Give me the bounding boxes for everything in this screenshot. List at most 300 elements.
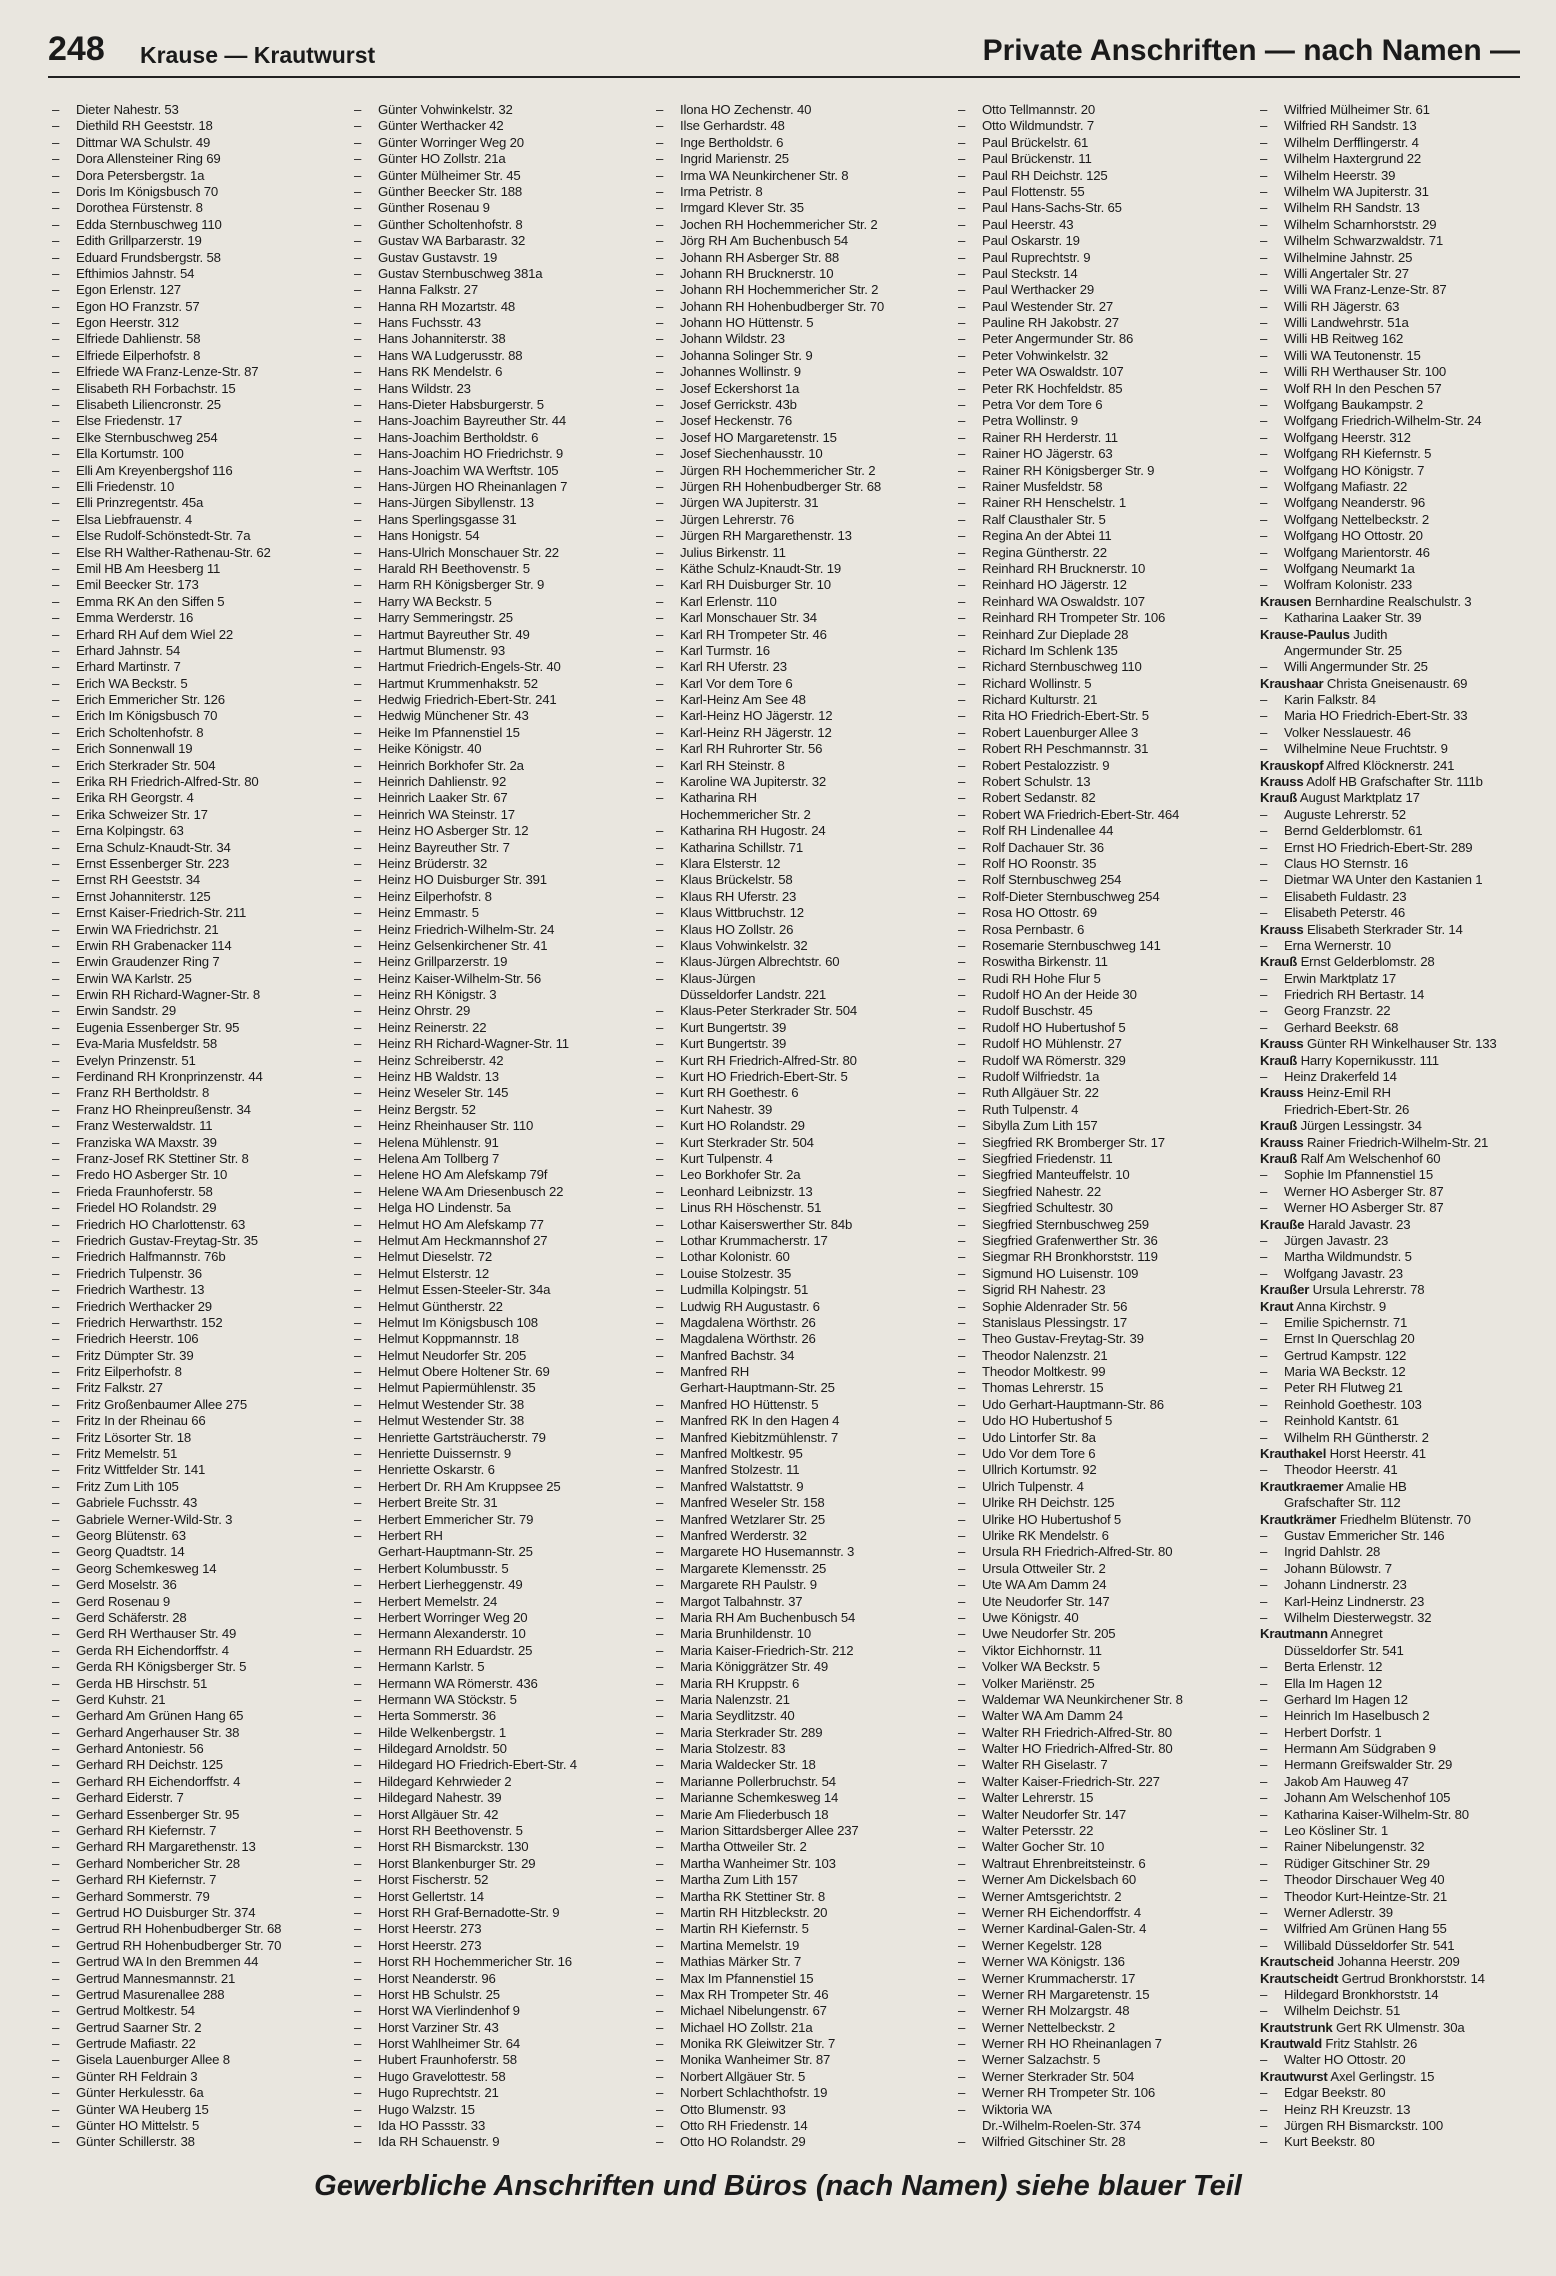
entry-text: Jürgen RH Margarethenstr. 13 [680,528,852,544]
entry-text: Rudolf Wilfriedstr. 1a [982,1069,1100,1085]
entry-dash: – [354,1773,362,1789]
entry-text: Maria Waldecker Str. 18 [680,1757,816,1773]
directory-entry [958,446,1248,462]
entry-text: Erwin Graudenzer Ring 7 [76,954,220,970]
entry-text: Viktor Eichhornstr. 11 [982,1642,1102,1658]
entry-text: Manfred RH [680,1364,750,1380]
directory-entry [52,397,342,413]
entry-text: Max Im Pfannenstiel 15 [680,1970,814,1986]
entry-text: Walter Neudorfer Str. 147 [982,1806,1127,1822]
entry-dash: – [1260,167,1268,183]
entry-text: Hans Sperlingsgasse 31 [378,511,517,527]
directory-entry [52,1856,342,1872]
entry-text: Robert WA Friedrich-Ebert-Str. 464 [982,806,1180,822]
entry-dash: – [958,167,966,183]
directory-entry [958,512,1248,528]
directory-entry [1260,1348,1516,1364]
entry-dash: – [1260,1691,1268,1707]
entry-text: Erich Im Königsbusch 70 [76,708,218,724]
directory-entry [656,315,946,331]
directory-entry [958,1594,1248,1610]
entry-dash: – [52,1232,60,1248]
entry-dash: – [354,347,362,363]
directory-column [1260,102,1516,2148]
entry-dash: – [52,1003,60,1019]
directory-entry [656,168,946,184]
entry-dash: – [958,610,966,626]
entry-text: Katharina Kaiser-Wilhelm-Str. 80 [1284,1806,1469,1822]
entry-text: Gerhard Sommerstr. 79 [76,1888,210,1904]
surname-heading: Krautkrämer [1260,1511,1337,1527]
entry-dash: – [52,823,60,839]
entry-text: Hartmut Friedrich-Engels-Str. 40 [378,659,561,675]
entry-text: Jörg RH Am Buchenbusch 54 [680,233,848,249]
entry-dash: – [656,1527,664,1543]
entry-dash: – [1260,2003,1268,2019]
directory-entry [354,594,644,610]
entry-dash: – [52,724,60,740]
entry-text: Manfred Weseler Str. 158 [680,1495,825,1511]
directory-entry [958,168,1248,184]
entry-dash: – [354,397,362,413]
entry-dash: – [1260,1724,1268,1740]
entry-text: Leo Kösliner Str. 1 [1284,1823,1388,1839]
entry-text: Wolfgang Friedrich-Wilhelm-Str. 24 [1284,413,1482,429]
directory-entry [52,184,342,200]
directory-entry [656,561,946,577]
entry-text: Maria HO Friedrich-Ebert-Str. 33 [1284,708,1468,724]
directory-entry [354,1495,644,1511]
directory-entry [656,741,946,757]
entry-dash: – [354,511,362,527]
entry-dash: – [354,1282,362,1298]
entry-text: Hermann Am Südgraben 9 [1284,1741,1436,1757]
entry-dash: – [354,626,362,642]
directory-entry [1260,938,1516,954]
directory-entry [958,233,1248,249]
entry-dash: – [52,1347,60,1363]
entry-text: Heinz Eilperhofstr. 8 [378,888,492,904]
entry-text: Manfred Moltkestr. 95 [680,1446,803,1462]
directory-entry [958,364,1248,380]
entry-text: Günter WA Heuberg 15 [76,2101,209,2117]
entry-text: Johann Am Welschenhof 105 [1284,1790,1451,1806]
entry-dash: – [656,1659,664,1675]
directory-entry [958,1921,1248,1937]
directory-entry [1260,1676,1516,1692]
directory-entry [656,905,946,921]
directory-entry [958,1266,1248,1282]
entry-dash: – [52,1970,60,1986]
directory-entry [354,659,644,675]
entry-text: Werner RH Molzargstr. 48 [982,2003,1130,2019]
entry-dash: – [1260,233,1268,249]
entry-dash: – [656,1773,664,1789]
entry-text: Ruth Tulpenstr. 4 [982,1101,1079,1117]
surname-heading: Krautscheid [1260,1954,1335,1970]
directory-entry [52,1446,342,1462]
entry-dash: – [958,183,966,199]
directory-entry [52,1331,342,1347]
entry-text: Heinz Friedrich-Wilhelm-Str. 24 [378,921,555,937]
directory-entry [52,971,342,987]
surname-heading: Krause-Paulus [1260,626,1350,642]
directory-entry [52,102,342,118]
directory-entry [958,1397,1248,1413]
entry-dash: – [354,806,362,822]
entry-text: Hans-Jürgen HO Rheinanlagen 7 [378,478,568,494]
directory-entry [958,1380,1248,1396]
directory-entry [656,200,946,216]
entry-text: Rüdiger Gitschiner Str. 29 [1284,1855,1430,1871]
entry-dash: – [958,806,966,822]
entry-dash: – [354,1675,362,1691]
entry-dash: – [656,1790,664,1806]
surname-heading: Krautkraemer [1260,1478,1344,1494]
entry-text: Rainer Musfeldstr. 58 [982,478,1103,494]
entry-dash: – [354,1511,362,1527]
entry-text: Johann HO Hüttenstr. 5 [680,315,814,331]
directory-entry [1260,1872,1516,1888]
directory-entry [354,1233,644,1249]
entry-dash: – [958,1446,966,1462]
entry-text: Friedel HO Rolandstr. 29 [76,1200,217,1216]
directory-entry [1260,200,1516,216]
directory-entry [1260,643,1516,659]
directory-entry [656,1167,946,1183]
directory-entry [1260,577,1516,593]
directory-entry [958,987,1248,1003]
directory-entry [52,446,342,462]
entry-text: Wilhelm Schwarzwaldstr. 71 [1284,233,1443,249]
entry-dash: – [656,757,664,773]
entry-text: Peter WA Oswaldstr. 107 [982,364,1124,380]
entry-dash: – [52,790,60,806]
entry-dash: – [1260,1790,1268,1806]
entry-text: Werner HO Asberger Str. 87 [1284,1183,1444,1199]
entry-text: Inge Bertholdstr. 6 [680,134,784,150]
entry-text: Karl-Heinz Am See 48 [680,692,806,708]
entry-text: Helmut Am Heckmannshof 27 [378,1232,548,1248]
directory-entry [656,1856,946,1872]
entry-text: Gerd Rosenau 9 [76,1593,170,1609]
directory-entry: Kraushaar Christa Gneisenaustr. 69 [1260,675,1468,691]
entry-text: Gerhard Im Hagen 12 [1284,1691,1408,1707]
directory-entry [958,1348,1248,1364]
entry-text: Harry Semmeringstr. 25 [378,610,513,626]
entry-text: Manfred Walstattstr. 9 [680,1478,804,1494]
directory-entry [656,1905,946,1921]
directory-entry [52,1233,342,1249]
directory-entry [1260,2052,1516,2068]
entry-dash: – [958,380,966,396]
entry-text: Harm RH Königsberger Str. 9 [378,577,545,593]
entry-text: Rainer RH Herderstr. 11 [982,429,1118,445]
entry-dash: – [958,331,966,347]
entry-text: Magdalena Wörthstr. 26 [680,1331,816,1347]
directory-entry [52,1348,342,1364]
directory-entry [1260,1249,1516,1265]
entry-dash: – [52,183,60,199]
entry-text: Martina Memelstr. 19 [680,1937,800,1953]
entry-dash: – [958,839,966,855]
directory-entry [354,315,644,331]
entry-dash: – [52,1511,60,1527]
entry-text: Siegfried Schultestr. 30 [982,1200,1113,1216]
directory-entry [52,1971,342,1987]
entry-dash: – [958,1904,966,1920]
directory-entry [1260,1413,1516,1429]
entry-dash: – [354,970,362,986]
entry-text: Rosa Pernbastr. 6 [982,921,1085,937]
entry-dash: – [52,134,60,150]
entry-text: Maria Stolzestr. 83 [680,1741,786,1757]
entry-dash: – [656,921,664,937]
entry-text: Manfred RK In den Hagen 4 [680,1413,840,1429]
entry-dash: – [958,1495,966,1511]
directory-entry [1260,1708,1516,1724]
directory-entry [354,1299,644,1315]
directory-entry [656,659,946,675]
entry-text: Otto Tellmannstr. 20 [982,102,1096,117]
entry-text: Peter Vohwinkelstr. 32 [982,347,1109,363]
directory-entry [958,774,1248,790]
directory-entry [958,1610,1248,1626]
directory-entry: Krauß Harry Kopernikusstr. 111 [1260,1052,1439,1068]
directory-entry [656,1217,946,1233]
entry-dash: – [354,1904,362,1920]
entry-dash: – [1260,2052,1268,2068]
directory-entry [1260,856,1516,872]
directory-entry [1260,1757,1516,1773]
entry-text: Jürgen Lehrerstr. 76 [680,511,795,527]
entry-dash: – [958,1708,966,1724]
directory-entry [354,725,644,741]
entry-text: Friedrich Werthacker 29 [76,1298,212,1314]
directory-entry [354,856,644,872]
entry-text: Heinz RH Königstr. 3 [378,987,497,1003]
entry-dash: – [354,1134,362,1150]
directory-entry [958,200,1248,216]
directory-entry [656,233,946,249]
entry-text: Herbert Breite Str. 31 [378,1495,498,1511]
directory-entry [656,184,946,200]
entry-text: Hans Johanniterstr. 38 [378,331,506,347]
entry-dash: – [354,1085,362,1101]
directory-entry [52,1823,342,1839]
entry-dash: – [1260,478,1268,494]
entry-text: Erwin WA Karlstr. 25 [76,970,192,986]
entry-dash: – [354,462,362,478]
entry-text: Werner RH Margaretenstr. 15 [982,1986,1150,2002]
entry-text: Uwe Neudorfer Str. 205 [982,1626,1116,1642]
entry-dash: – [354,1642,362,1658]
entry-dash: – [354,183,362,199]
directory-entry [52,266,342,282]
entry-dash: – [958,741,966,757]
directory-entry [656,1626,946,1642]
entry-dash: – [1260,1380,1268,1396]
entry-text: Harald RH Beethovenstr. 5 [378,560,530,576]
directory-entry [52,2036,342,2052]
directory-entry [1260,1495,1516,1511]
entry-dash: – [354,1003,362,1019]
entry-text: Wilfried Am Grünen Hang 55 [1284,1921,1447,1937]
entry-dash: – [52,429,60,445]
directory-entry [958,561,1248,577]
entry-dash: – [1260,1839,1268,1855]
directory-entry [52,856,342,872]
entry-dash: – [958,1511,966,1527]
entry-text: Werner Amtsgerichtstr. 2 [982,1888,1122,1904]
entry-text: Reinhold Goethestr. 103 [1284,1396,1422,1412]
directory-entry [354,643,644,659]
directory-entry [656,217,946,233]
entry-text: Max RH Trompeter Str. 46 [680,1986,829,2002]
entry-dash: – [656,1396,664,1412]
entry-dash: – [52,1806,60,1822]
directory-entry [52,1774,342,1790]
entry-dash: – [958,2052,966,2068]
entry-text: Siegfried Grafenwerther Str. 36 [982,1232,1158,1248]
directory-entry [656,299,946,315]
entry-text: Martha Zum Lith 157 [680,1872,798,1888]
entry-text: Wolfgang Marientorstr. 46 [1284,544,1430,560]
entry-dash: – [656,1085,664,1101]
entry-dash: – [52,1331,60,1347]
entry-text: Petra Vor dem Tore 6 [982,397,1103,413]
entry-text: Josef Eckershorst 1a [680,380,800,396]
entry-text: Michael Nibelungenstr. 67 [680,2003,827,2019]
directory-entry [354,2052,644,2068]
entry-text: Ernst RH Geeststr. 34 [76,872,201,888]
entry-dash: – [958,429,966,445]
entry-dash: – [354,1151,362,1166]
entry-dash: – [52,118,60,134]
entry-dash: – [958,1085,966,1101]
entry-text: Thomas Lehrerstr. 15 [982,1380,1104,1396]
directory-entry [1260,1167,1516,1183]
directory-entry [52,758,342,774]
entry-text: Hildegard Bronkhorststr. 14 [1284,1986,1439,2002]
entry-text: Franz HO Rheinpreußenstr. 34 [76,1101,251,1117]
entry-dash: – [656,446,664,462]
entry-text: Jürgen Javastr. 23 [1284,1232,1389,1248]
surname-heading: Krauß [1260,1118,1298,1134]
entry-dash: – [958,1839,966,1855]
entry-dash: – [354,1118,362,1134]
directory-entry [656,1151,946,1167]
entry-text: Günter Herkulesstr. 6a [76,2085,204,2101]
entry-text: Rudolf HO Mühlenstr. 27 [982,1036,1122,1052]
directory-entry [958,1282,1248,1298]
directory-entry [958,1249,1248,1265]
entry-dash: – [656,347,664,363]
entry-text: Maria Kaiser-Friedrich-Str. 212 [680,1642,854,1658]
entry-text: Rudi RH Hohe Flur 5 [982,970,1101,986]
section-title: Private Anschriften — nach Namen — [982,34,1520,67]
directory-entry [354,1626,644,1642]
entry-dash: – [656,265,664,281]
directory-entry [1260,299,1516,315]
entry-dash: – [656,1232,664,1248]
entry-text: Hermann Greifswalder Str. 29 [1284,1757,1453,1773]
entry-text: Wolfgang Neumarkt 1a [1284,560,1415,576]
entry-text: Hildegard Arnoldstr. 50 [378,1741,507,1757]
directory-entry [656,1266,946,1282]
directory-entry [52,1577,342,1593]
entry-text: Klaus Brückelstr. 58 [680,872,793,888]
entry-text: Manfred Werderstr. 32 [680,1527,807,1543]
entry-dash: – [354,757,362,773]
entry-dash: – [52,642,60,658]
entry-text: Manfred Stolzestr. 11 [680,1462,800,1478]
entry-text: Gertrud RH Hohenbudberger Str. 68 [76,1921,282,1937]
directory-entry [52,905,342,921]
entry-dash: – [1260,1921,1268,1937]
entry-dash: – [52,544,60,560]
entry-dash: – [354,1741,362,1757]
directory-entry [52,1282,342,1298]
entry-dash: – [656,1609,664,1625]
directory-entry [958,1561,1248,1577]
entry-dash: – [656,1314,664,1330]
entry-dash: – [354,659,362,675]
directory-entry [354,1200,644,1216]
entry-text: Rolf Dachauer Str. 36 [982,839,1104,855]
directory-entry [656,364,946,380]
entry-text: Maria WA Beckstr. 12 [1284,1364,1406,1380]
directory-entry [52,381,342,397]
entry-text: Gerhard RH Kiefernstr. 7 [76,1823,217,1839]
entry-text: Katharina RH Hugostr. 24 [680,823,826,839]
entry-text: Fritz Dümpter Str. 39 [76,1347,194,1363]
entry-text: Friedrich Warthestr. 13 [76,1282,205,1298]
directory-entry [52,741,342,757]
directory-entry [1260,872,1516,888]
entry-dash: – [1260,265,1268,281]
directory-entry [354,758,644,774]
entry-dash: – [52,757,60,773]
entry-dash: – [656,1413,664,1429]
entry-dash: – [958,1118,966,1134]
entry-text: Willi RH Werthauser Str. 100 [1284,364,1446,380]
directory-entry [656,577,946,593]
entry-text: Lothar Kolonistr. 60 [680,1249,790,1265]
entry-dash: – [354,315,362,331]
directory-entry [1260,692,1516,708]
surname-heading: Krauß [1260,790,1298,806]
directory-entry [958,184,1248,200]
directory-entry [354,922,644,938]
entry-text: Volker Nesslauestr. 46 [1284,724,1411,740]
directory-entry [354,823,644,839]
directory-entry [958,1971,1248,1987]
entry-dash: – [656,1642,664,1658]
entry-dash: – [1260,1741,1268,1757]
entry-text: Gerd Moselstr. 36 [76,1577,177,1593]
directory-entry [1260,1544,1516,1560]
entry-dash: – [656,872,664,888]
entry-text: Gertrud Mannesmannstr. 21 [76,1970,236,1986]
entry-dash: – [354,265,362,281]
directory-entry [656,1446,946,1462]
entry-dash: – [354,1888,362,1904]
entry-dash: – [958,823,966,839]
entry-dash: – [354,855,362,871]
entry-dash: – [656,2052,664,2068]
entry-dash: – [958,462,966,478]
